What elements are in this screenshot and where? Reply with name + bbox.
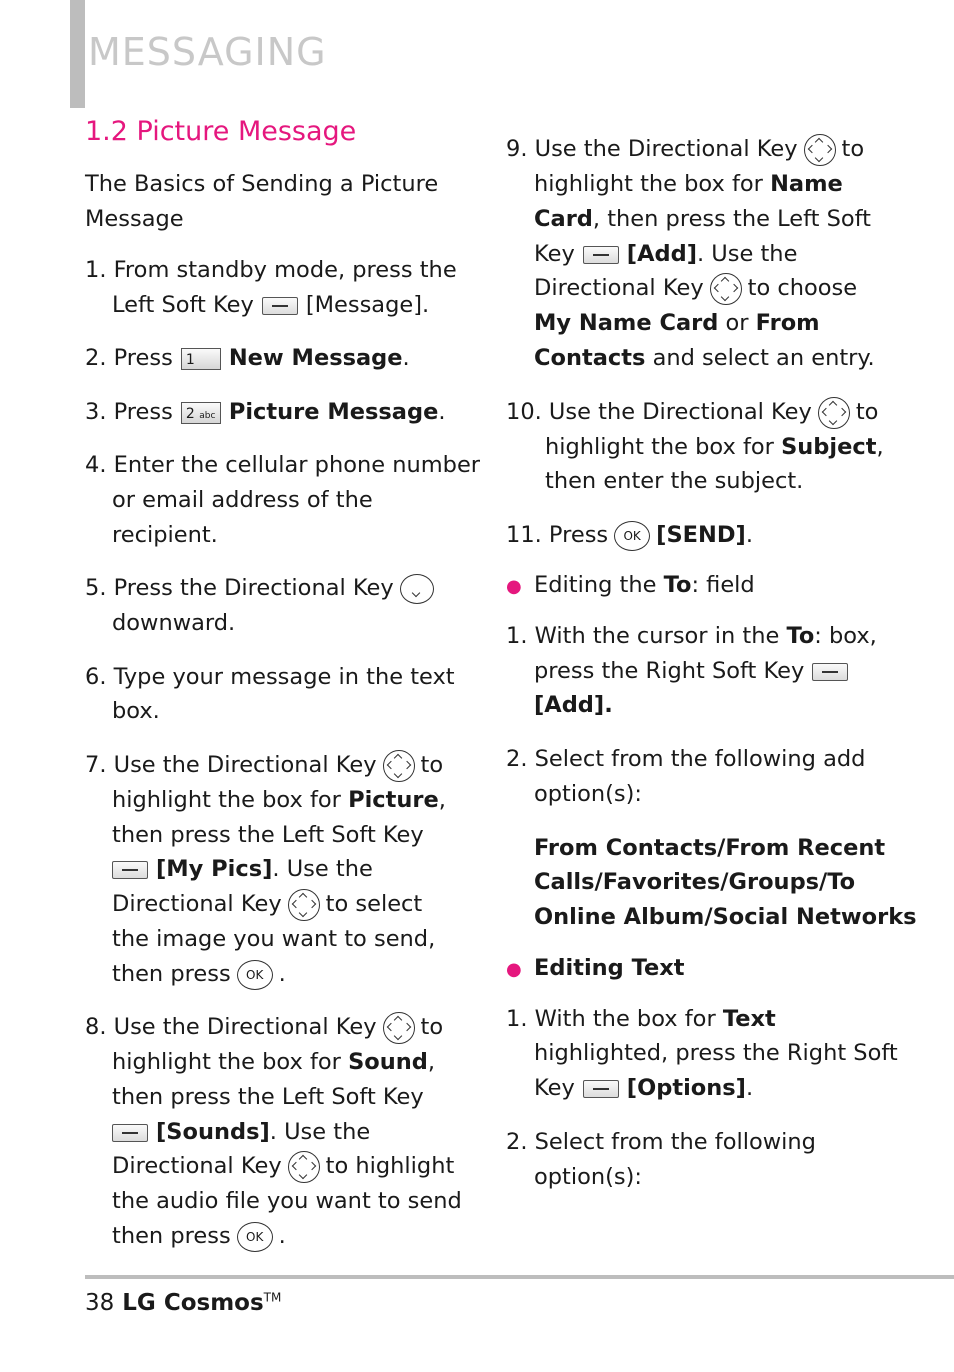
step-8-line-7: then press OK . <box>112 1219 286 1254</box>
options-line-2: Calls/Favorites/Groups/To <box>534 869 856 895</box>
step-7-line-3: then press the Left Soft Key <box>112 822 424 848</box>
ok-key-icon: OK <box>237 1222 273 1252</box>
right-soft-key-icon <box>583 1080 619 1098</box>
to-step-1-line-3: [Add]. <box>534 692 613 718</box>
step-4-line-3: recipient. <box>112 522 218 548</box>
step-7-line-7: then press OK . <box>112 957 286 992</box>
directional-key-icon <box>383 1012 415 1044</box>
step-9-line-7: Contacts and select an entry. <box>534 345 875 371</box>
text-step-1-line-3: Key [Options]. <box>534 1075 754 1101</box>
right-soft-key-icon <box>812 663 848 681</box>
step-8-line-5: Directional Key to highlight <box>112 1149 454 1184</box>
step-9-line-4: Key [Add]. Use the <box>534 241 798 267</box>
ok-key-icon: OK <box>237 960 273 990</box>
step-7-line-1: 7. Use the Directional Key to <box>85 748 443 783</box>
left-soft-key-icon <box>112 861 148 879</box>
step-8-line-4: [Sounds]. Use the <box>104 1115 370 1150</box>
text-step-1-line-2: highlighted, press the Right Soft <box>534 1040 898 1066</box>
left-soft-key-icon <box>262 297 298 315</box>
brand-name: LG Cosmos <box>122 1290 264 1316</box>
page-number: 38 <box>85 1290 115 1316</box>
to-step-2-line-1: 2. Select from the following add <box>506 746 866 772</box>
step-8-line-3: then press the Left Soft Key <box>112 1084 424 1110</box>
step-6-line-1: 6. Type your message in the text <box>85 664 455 690</box>
directional-key-icon <box>804 134 836 166</box>
step-7-line-2: highlight the box for Picture, <box>112 787 446 813</box>
number-key-1-icon: 1 <box>181 348 221 370</box>
step-8-line-1: 8. Use the Directional Key to <box>85 1010 443 1045</box>
bullet-editing-text: ● Editing Text <box>506 951 685 988</box>
to-step-1-line-2: press the Right Soft Key <box>534 654 856 689</box>
section-title: MESSAGING <box>88 30 327 74</box>
step-9-line-1: 9. Use the Directional Key to <box>506 132 864 167</box>
bullet-icon: ● <box>506 576 522 597</box>
number-key-2-icon: 2 abc <box>181 402 221 424</box>
step-6-line-2: box. <box>112 698 160 724</box>
directional-key-icon <box>288 889 320 921</box>
step-4-line-2: or email address of the <box>112 487 373 513</box>
footer <box>85 1290 281 1316</box>
to-step-1-line-1: 1. With the cursor in the To: box, <box>506 623 877 649</box>
step-3: 3. Press 2 abc Picture Message. <box>85 399 446 425</box>
trademark: TM <box>263 1290 282 1305</box>
step-9-line-3: Card, then press the Left Soft <box>534 206 871 232</box>
step-9-line-2: highlight the box for Name <box>534 171 843 197</box>
step-2: 2. Press 1 New Message. <box>85 345 410 371</box>
footer-rule <box>85 1275 954 1279</box>
step-7-line-4: [My Pics]. Use the <box>104 852 373 887</box>
directional-key-icon <box>710 273 742 305</box>
step-9-line-5: Directional Key to choose <box>534 271 857 306</box>
step-1-line-2: Left Soft Key [Message]. <box>112 292 430 318</box>
directional-key-icon <box>383 750 415 782</box>
step-5-line-2: downward. <box>112 610 236 636</box>
directional-key-icon <box>818 397 850 429</box>
text-step-2-line-2: option(s): <box>534 1164 643 1190</box>
bullet-editing-to: ● Editing the To: field <box>506 568 755 605</box>
step-4-line-1: 4. Enter the cellular phone number <box>85 452 481 478</box>
step-5-line-1: 5. Press the Directional Key <box>85 571 440 606</box>
header-bar <box>70 0 85 108</box>
intro-line-1: The Basics of Sending a Picture <box>85 171 439 197</box>
to-step-2-line-2: option(s): <box>534 781 643 807</box>
ok-key-icon: OK <box>614 521 650 551</box>
step-11: 11. Press OK [SEND]. <box>506 518 753 553</box>
step-7-line-6: the image you want to send, <box>112 926 436 952</box>
text-step-2-line-1: 2. Select from the following <box>506 1129 816 1155</box>
intro-line-2: Message <box>85 206 184 232</box>
step-9-line-6: My Name Card or From <box>534 310 820 336</box>
left-soft-key-icon <box>583 246 619 264</box>
directional-key-down-icon <box>400 574 434 604</box>
step-7-line-5: Directional Key to select <box>112 887 422 922</box>
step-10-line-2: highlight the box for Subject, <box>545 434 884 460</box>
options-line-1: From Contacts/From Recent <box>534 835 886 861</box>
step-10-line-1: 10. Use the Directional Key to <box>506 395 878 430</box>
left-soft-key-icon <box>112 1124 148 1142</box>
step-8-line-2: highlight the box for Sound, <box>112 1049 436 1075</box>
subtitle: 1.2 Picture Message <box>85 116 357 147</box>
step-8-line-6: the audio file you want to send <box>112 1188 462 1214</box>
text-step-1-line-1: 1. With the box for Text <box>506 1006 776 1032</box>
step-10-line-3: then enter the subject. <box>545 468 804 494</box>
bullet-icon: ● <box>506 959 522 980</box>
directional-key-icon <box>288 1151 320 1183</box>
options-line-3: Online Album/Social Networks <box>534 904 917 930</box>
step-1-line-1: 1. From standby mode, press the <box>85 257 457 283</box>
